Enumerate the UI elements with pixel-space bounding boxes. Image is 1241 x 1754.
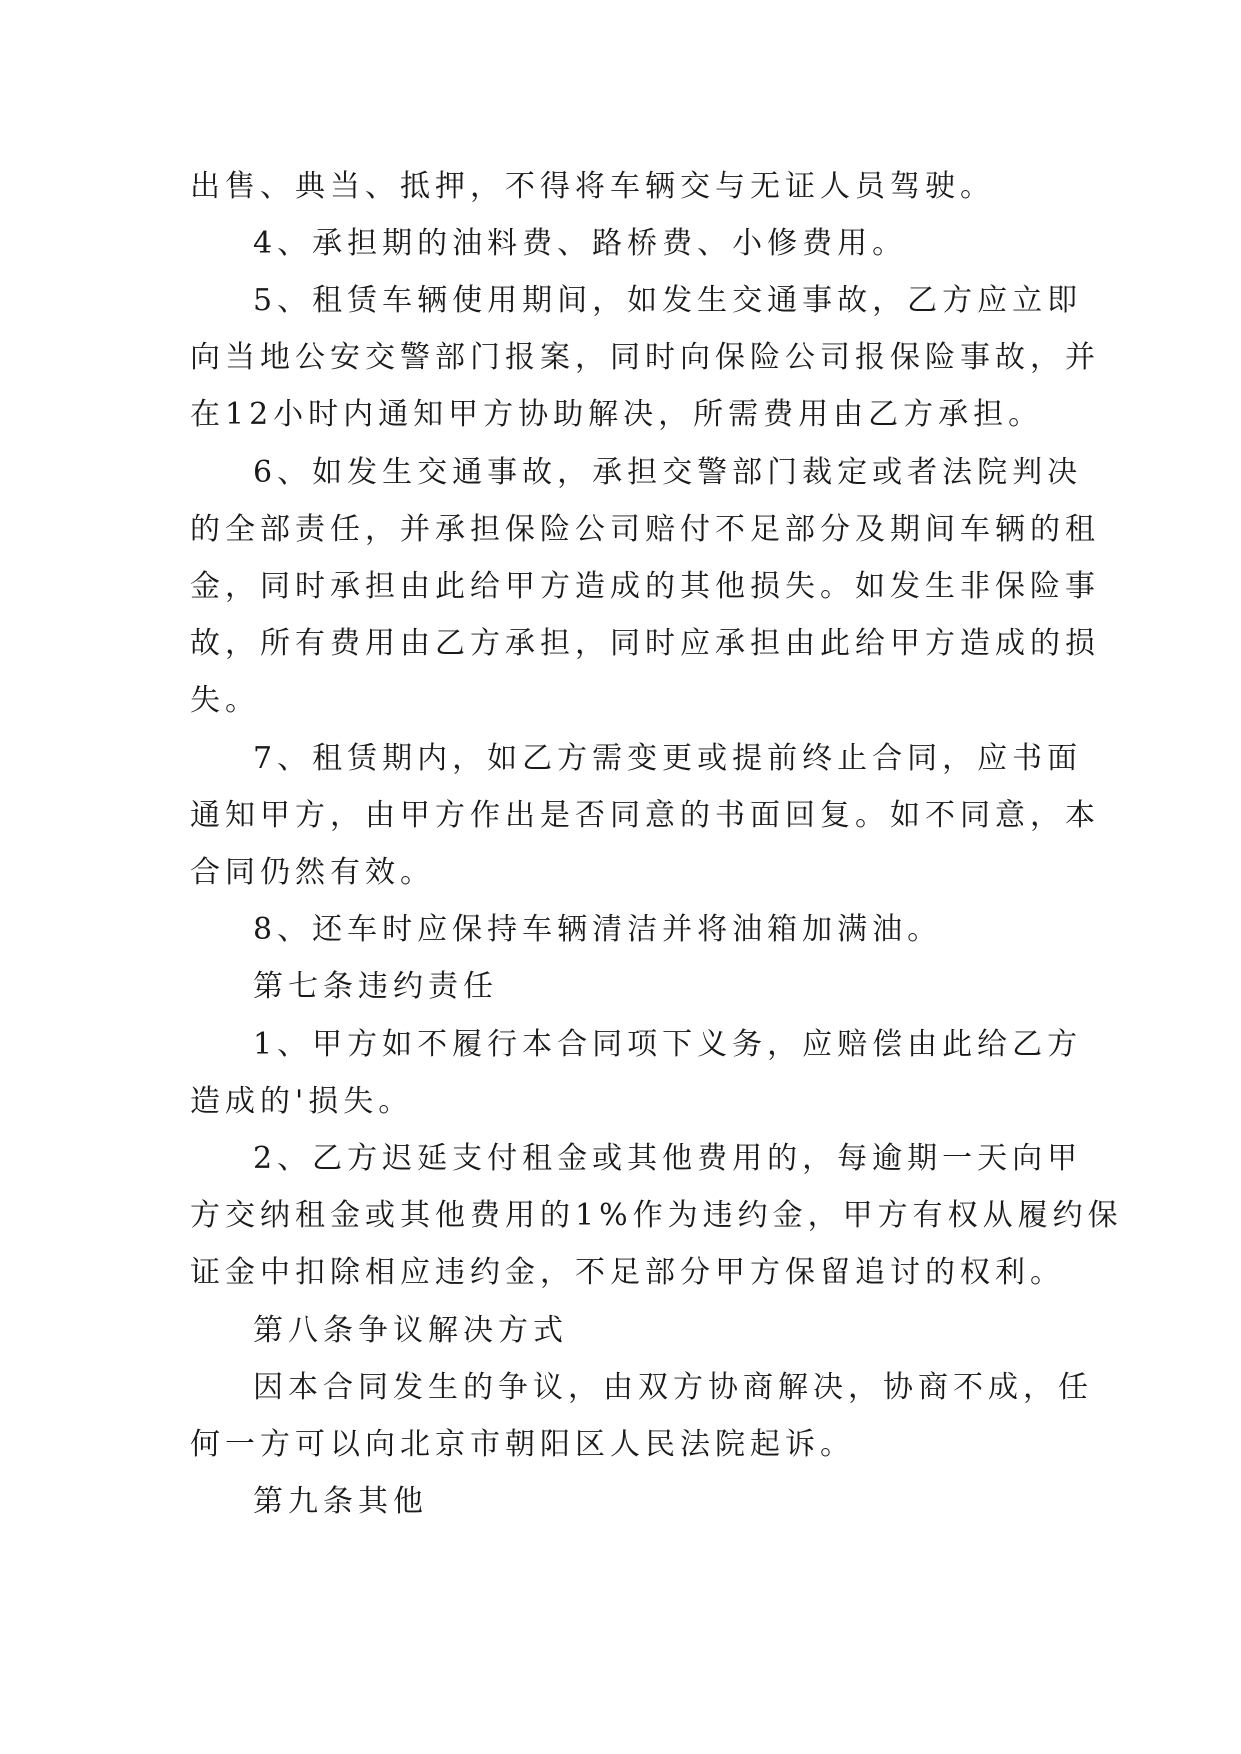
text-line: 4、承担期的油料费、路桥费、小修费用。 — [253, 226, 908, 261]
section-heading: 第八条争议解决方式 — [253, 1313, 568, 1348]
text-line: 何一方可以向北京市朝阳区人民法院起诉。 — [190, 1427, 855, 1462]
text-line: 方交纳租金或其他费用的1%作为违约金，甲方有权从履约保 — [190, 1198, 1123, 1233]
section-heading: 第九条其他 — [253, 1484, 428, 1519]
text-line: 合同仍然有效。 — [190, 855, 435, 890]
text-line: 失。 — [190, 683, 260, 718]
text-line: 故，所有费用由乙方承担，同时应承担由此给甲方造成的损 — [190, 626, 1100, 661]
text-line: 7、租赁期内，如乙方需变更或提前终止合同，应书面 — [253, 741, 1083, 776]
text-line: 在12小时内通知甲方协助解决，所需费用由乙方承担。 — [190, 397, 1044, 432]
text-line: 8、还车时应保持车辆清洁并将油箱加满油。 — [253, 912, 943, 947]
text-line: 出售、典当、抵押，不得将车辆交与无证人员驾驶。 — [190, 169, 995, 204]
text-line: 因本合同发生的争议，由双方协商解决，协商不成，任 — [253, 1370, 1093, 1405]
text-line: 的全部责任，并承担保险公司赔付不足部分及期间车辆的租 — [190, 512, 1100, 547]
text-line: 2、乙方迟延支付租金或其他费用的，每逾期一天向甲 — [253, 1141, 1083, 1176]
section-heading: 第七条违约责任 — [253, 969, 498, 1004]
text-line: 金，同时承担由此给甲方造成的其他损失。如发生非保险事 — [190, 569, 1100, 604]
text-line: 6、如发生交通事故，承担交警部门裁定或者法院判决 — [253, 455, 1083, 490]
text-line: 5、租赁车辆使用期间，如发生交通事故，乙方应立即 — [253, 283, 1083, 318]
text-line: 通知甲方，由甲方作出是否同意的书面回复。如不同意，本 — [190, 798, 1100, 833]
text-line: 证金中扣除相应违约金，不足部分甲方保留追讨的权利。 — [190, 1255, 1065, 1290]
text-line: 1、甲方如不履行本合同项下义务，应赔偿由此给乙方 — [253, 1027, 1083, 1062]
text-line: 造成的'损失。 — [190, 1084, 414, 1119]
text-line: 向当地公安交警部门报案，同时向保险公司报保险事故，并 — [190, 340, 1100, 375]
